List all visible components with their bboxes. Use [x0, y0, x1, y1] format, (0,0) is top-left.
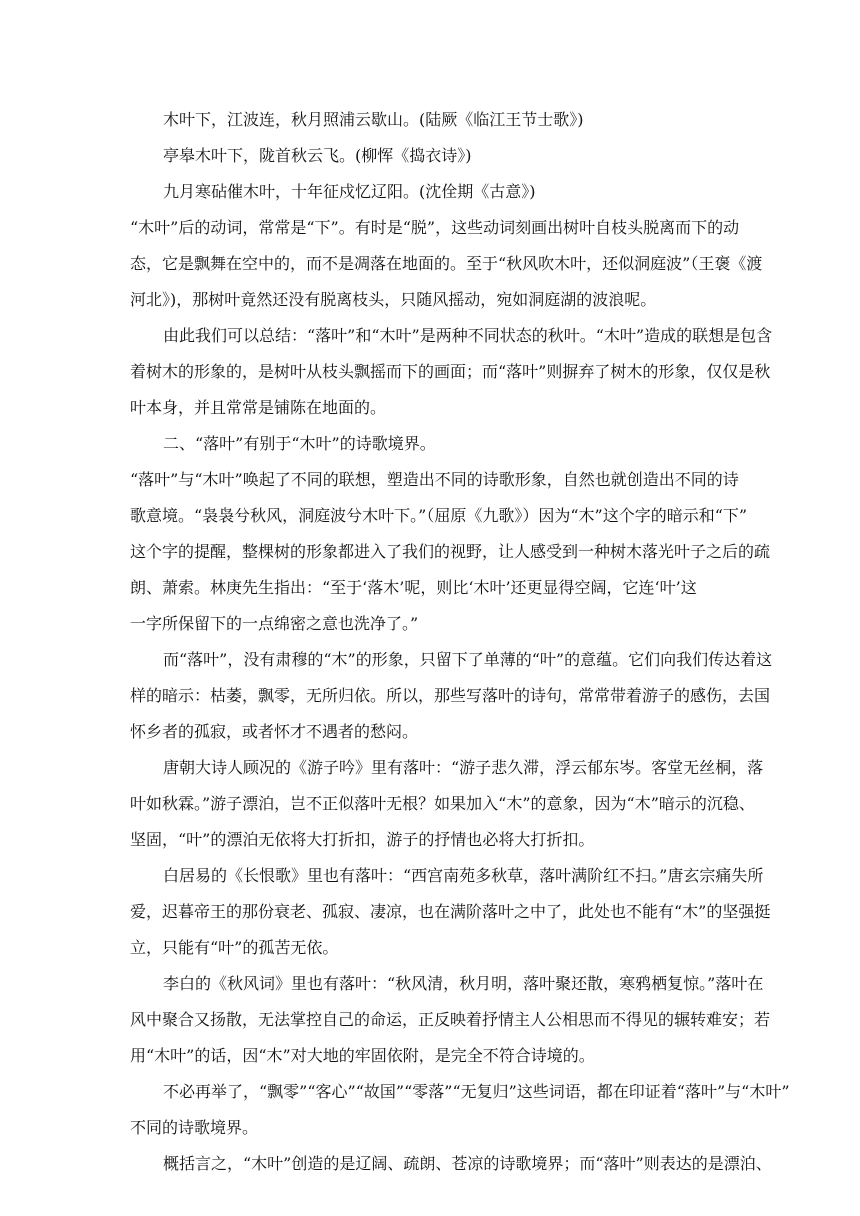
text-line: 爱，迟暮帝王的那份衰老、孤寂、凄凉，也在满阶落叶之中了，此处也不能有“木”的坚强挺 [130, 902, 771, 921]
text-line: 而“落叶”，没有肃穆的“木”的形象，只留下了单薄的“叶”的意蕴。它们向我们传达着这 [163, 650, 773, 669]
text-line: 不同的诗歌境界。 [130, 1118, 259, 1137]
text-line: 木叶下，江波连，秋月照浦云歇山。(陆厥《临江王节士歌》) [163, 110, 584, 129]
text-line: “落叶”与“木叶”唤起了不同的联想，塑造出不同的诗歌形象，自然也就创造出不同的诗 [130, 470, 739, 489]
text-line: “木叶”后的动词，常常是“下”。有时是“脱”，这些动词刻画出树叶自枝头脱离而下的动 [130, 218, 740, 237]
text-line: 一字所保留下的一点绵密之意也洗净了。” [130, 614, 419, 633]
text-line: 态，它是飘舞在空中的，而不是凋落在地面的。至于“秋风吹木叶，还似洞庭波”（王褒《渡 [130, 254, 763, 273]
text-line: 白居易的《长恨歌》里也有落叶：“西宫南苑多秋草，落叶满阶红不扫。”唐玄宗痛失所 [163, 866, 764, 885]
text-line: 歌意境。“袅袅兮秋风，洞庭波兮木叶下。”（屈原《九歌》）因为“木”这个字的暗示和“下” [130, 506, 748, 525]
text-line: 李白的《秋风词》里也有落叶：“秋风清，秋月明，落叶聚还散，寒鸦栖复惊。”落叶在 [163, 974, 764, 993]
text-line: 河北》)，那树叶竟然还没有脱离枝头，只随风摇动，宛如洞庭湖的波浪呢。 [130, 290, 657, 309]
text-line: 唐朝大诗人顾况的《游子吟》里有落叶：“游子悲久滞，浮云郁东岑。客堂无丝桐，落 [163, 758, 764, 777]
text-line: 样的暗示：枯萎，飘零，无所归依。所以，那些写落叶的诗句，常常带着游子的感伤，去国 [130, 686, 771, 705]
text-line: 立，只能有“叶”的孤苦无依。 [130, 938, 339, 957]
section-heading: 二、“落叶”有别于“木叶”的诗歌境界。 [163, 434, 436, 453]
text-line: 着树木的形象的，是树叶从枝头飘摇而下的画面；而“落叶”则摒弃了树木的形象，仅仅是秋 [130, 362, 771, 381]
text-line: 叶本身，并且常常是铺陈在地面的。 [130, 398, 387, 417]
text-line: 概括言之，“木叶”创造的是辽阔、疏朗、苍凉的诗歌境界；而“落叶”则表达的是漂泊、 [163, 1154, 772, 1173]
text-line: 风中聚合又扬散，无法掌控自己的命运，正反映着抒情主人公相思而不得见的辗转难安；若 [130, 1010, 771, 1029]
text-line: 朗、萧索。林庚先生指出：“至于‘落木’呢，则比‘木叶’还更显得空阔，它连‘叶’这 [130, 578, 697, 597]
text-line: 怀乡者的孤寂，或者怀才不遇者的愁闷。 [130, 722, 419, 741]
text-line: 由此我们可以总结：“落叶”和“木叶”是两种不同状态的秋叶。“木叶”造成的联想是包含 [163, 326, 773, 345]
text-line: 这个字的提醒，整棵树的形象都进入了我们的视野，让人感受到一种树木落光叶子之后的疏 [130, 542, 771, 561]
text-line: 叶如秋霖。”游子漂泊，岂不正似落叶无根？如果加入“木”的意象，因为“木”暗示的沉稳、 [130, 794, 755, 813]
text-line: 用“木叶”的话，因“木”对大地的牢固依附，是完全不符合诗境的。 [130, 1046, 595, 1065]
text-line: 九月寒砧催木叶，十年征戍忆辽阳。(沈佺期《古意》) [163, 182, 536, 201]
text-line: 亭皋木叶下，陇首秋云飞。(柳恽《捣衣诗》) [163, 146, 472, 165]
text-line: 坚固，“叶”的漂泊无依将大打折扣，游子的抒情也必将大打折扣。 [130, 830, 595, 849]
text-line: 不必再举了，“飘零”“客心”“故国”“零落”“无复归”这些词语，都在印证着“落叶”与“木叶” [163, 1082, 790, 1101]
